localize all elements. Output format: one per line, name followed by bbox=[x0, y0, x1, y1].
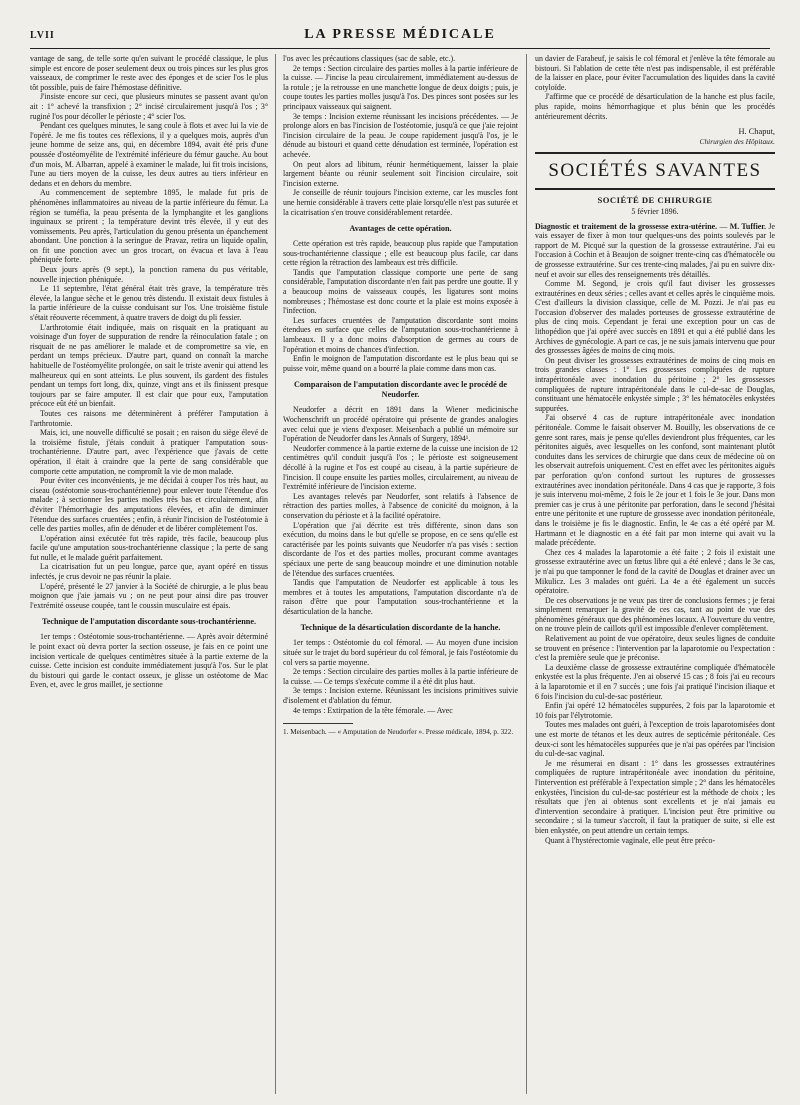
section-heading: Avantages de cette opération. bbox=[349, 224, 452, 234]
paragraph: Relativement au point de vue opératoire, deux seules lignes de conduite se trouvent en présence : l'intervention par la laparotomie ou l'expectation : c'est la première seule que je préconise. bbox=[535, 634, 775, 663]
paragraph: Je conseille de réunir toujours l'incision externe, car les muscles font une hernie considérable à travers cette plaie lorsqu'elle n'est pas suturée et la cicatrisation s'en trouve considérablement retardée. bbox=[283, 188, 518, 217]
page-number: LVII bbox=[30, 30, 55, 41]
paragraph: 4e temps : Extirpation de la tête fémorale. — Avec bbox=[293, 705, 453, 715]
paragraph: 2e temps : Section circulaire des parties molles à la partie inférieure de la cuisse. — Ce temps s'exécute comme il a été dit plus haut. bbox=[283, 667, 518, 686]
paragraph: J'ai observé 4 cas de rupture intrapéritonéale avec inondation péritonéale. Comme le faisait observer M. Bouilly, les observations de ce genre sont rares, mais je pense qu'elles deviendront plus fréquentes, car les péritonites aiguës, avec lesquelles on les confond, sont maintenant plutôt conduites dans les services de chirurgie que dans ceux de médecine où on les observait autrefois uniquement. C'est en effet avec les péritonites aiguës par perforation qu'on confond surtout les ruptures de grossesses extrautérines avec inondation péritonéale. Dans 4 cas que je rapporte, 3 fois je suis intervenu moi-même, 2 fois le 2e jour et 1 fois le 3e jour. Dans mon premier cas je crus à une péritonite par perforation, dans le second j'hésitai entre une péritonite et une rupture de grossesse avec inondation péritonéale, dans le troisième je fis le diagnostic. Enfin, le 4e cas a été opéré par M. Hartmann et le diagnostic en a été fait par mon interne qui avait vu la malade précédente. bbox=[535, 413, 775, 548]
paragraph: Quant à l'hystérectomie vaginale, elle peut être préco- bbox=[545, 835, 716, 845]
topic-paragraph: Diagnostic et traitement de la grossesse extra-utérine. — M. Tuffier. Je vais essayer de fixer à mon tour quelques-uns des points soulevés par le rapport de M. Picqué sur la question de la grossesse extrautérine. J'ai eu l'occasion à Cochin et à Beaujon de soigner trente-cinq cas d'hématocèle ou de grossesse extrautérine. Sur ces trente-cinq malades, j'ai pu en suivre dix-neuf et avoir sur elles des renseignements très détaillés. bbox=[535, 221, 775, 279]
section-heading: Technique de la désarticulation discordante de la hanche. bbox=[300, 623, 501, 633]
paragraph: 3e temps : Incision externe réunissant les incisions précédentes. — Je prolonge alors en bas l'incision de l'ostéotomie, jusqu'à ce que j'aie rejoint l'incision circulaire de la peau. Je coupe rapidement jusqu'à l'os, je le dénude au bistouri et quand cette dénudation est terminée, l'opération est achevée. bbox=[283, 111, 518, 159]
paragraph: La cicatrisation fut un peu longue, parce que, ayant opéré en tissus infectés, je crus devoir ne pas réunir la plaie. bbox=[30, 562, 268, 582]
paragraph: Enfin j'ai opéré 12 hématocèles suppurées, 2 fois par la laparotomie et 10 fois par l'élytrotomie. bbox=[535, 701, 775, 720]
header-rule bbox=[30, 48, 770, 49]
paragraph: On peut alors ad libitum, réunir hermétiquement, laisser la plaie largement béante ou réunir seulement soit l'incision circulaire, soit l'incision externe. bbox=[283, 159, 518, 188]
paragraph: l'os avec les précautions classiques (sac de sable, etc.). bbox=[283, 54, 456, 63]
footnote-rule bbox=[283, 723, 353, 724]
paragraph: un davier de Farabeuf, je saisis le col fémoral et j'enlève la tête fémorale au bistouri. Si l'ablation de cette tête n'est pas indispensable, il est préférable de la laisser en place, pour éviter l'accumulation des liquides dans la cavité cotyloïde. bbox=[535, 54, 775, 92]
section-heading: Technique de l'amputation discordante sous-trochantérienne. bbox=[41, 617, 257, 627]
paragraph: Comme M. Segond, je crois qu'il faut diviser les grossesses extrautérines en deux séries ; celles avant et celles après le cinquième mois. C'est d'ailleurs la division classique, celle de M. Pozzi. Je n'ai pas eu l'occasion d'observer des malades porteuses de grossesse extrautérine de plus de cinq mois. Cependant je ferai une exception pour un cas de lithopédion que j'ai opéré avec succès en 1891 et qui a été publié dans les Archives de gynécologie. A part ce cas, je ne suis jamais intervenu que pour des grossesses âgées de moins de cinq mois. bbox=[535, 279, 775, 356]
paragraph: J'insiste encore sur ceci, que plusieurs minutes se passent avant qu'on ait : 1° achevé la transfixion ; 2° incisé circulairement jusqu'à l'os ; 3° ruginé l'os pour décoller le périoste ; 4° scier l'os. bbox=[30, 92, 268, 121]
column-3 bbox=[535, 54, 775, 1094]
paragraph: J'affirme que ce procédé de désarticulation de la hanche est plus facile, plus rapide, moins hémorrhagique et plus bénin que les procédés antérieurement décrits. bbox=[535, 92, 775, 121]
society-name: SOCIÉTÉ DE CHIRURGIE bbox=[597, 195, 713, 206]
paragraph: L'opéré, présenté le 27 janvier à la Société de chirurgie, a le plus beau moignon que j'aie jamais vu ; on ne peut pour ainsi dire pas trouver l'extrémité osseuse coupée, tant le coussin musculaire est épais. bbox=[30, 581, 268, 610]
footnote: 1. Meisenbach. — « Amputation de Neudorfer ». Presse médicale, 1894, p. 322. bbox=[283, 728, 514, 737]
paragraph: Cette opération est très rapide, beaucoup plus rapide que l'amputation sous-trochantérienne classique ; elle est beaucoup plus facile, car dans cette région la rétraction des lambeaux est très difficile. bbox=[283, 239, 518, 268]
column-separator bbox=[526, 54, 527, 1094]
paragraph: La deuxième classe de grossesse extrautérine compliquée d'hématocèle enkystée est la plus fréquente. J'en ai observé 15 cas ; 8 fois j'ai eu recours à la laparotomie et il en 7 succès ; une fois j'ai pratiqué l'incision iliaque et 6 fois l'incision du cul-de-sac postérieur. bbox=[535, 662, 775, 701]
paragraph: Neudorfer a décrit en 1891 dans la Wiener medicinische Wochenschrift un procédé opératoire qui présente de grandes analogies avec celui que je viens d'exposer. Meisenbach a publié un mémoire sur l'opération de Neudorfer dans les Annals of Surgery, 1894¹. bbox=[283, 405, 518, 444]
paragraph: De ces observations je ne veux pas tirer de conclusions fermes ; je ferai simplement remarquer la gravité de ces cas, tant au point de vue des phénomènes généraux que des phénomènes locaux. A l'ouverture du ventre, on ne trouve plein de caillots qu'il est impossible d'enlever complètement. bbox=[535, 595, 775, 634]
page-header bbox=[30, 26, 770, 48]
paragraph: Les surfaces cruentées de l'amputation discordante sont moins étendues en surface que celles de l'amputation sous-trochantérienne à lambeaux. Il y a donc moins d'absorption de germes au cours de l'opération et moins de chances d'infection. bbox=[283, 315, 518, 354]
topic-title: Diagnostic et traitement de la grossesse extra-utérine. bbox=[535, 221, 718, 231]
paragraph: Deux jours après (9 sept.), la ponction ramena du pus véritable, nouvelle injection phéniquée. bbox=[30, 265, 268, 284]
journal-title: LA PRESSE MÉDICALE bbox=[304, 27, 496, 42]
section-title: SOCIÉTÉS SAVANTES bbox=[548, 160, 762, 182]
paragraph: vantage de sang, de telle sorte qu'en suivant le procédé classique, le plus simple est encore de poser seulement deux ou trois pinces sur les plus gros vaisseaux, de comprimer le reste avec des éponges et de scier l'os le plus tôt possible, puis de faire l'hémostase définitive. bbox=[30, 54, 268, 92]
paragraph: 2e temps : Section circulaire des parties molles à la partie inférieure de la cuisse. — J'incise la peau circulairement, immédiatement au-dessus de la rotule ; je la retrousse en une manchette longue de deux doigts ; puis, je coupe toutes les parties molles jusqu'à l'os. Des pinces sont posées sur les principaux vaisseaux qui saignent. bbox=[283, 63, 518, 111]
paragraph: L'opération ainsi exécutée fut très rapide, très facile, beaucoup plus facile qu'une amputation sous-trochantérienne classique ; la perte de sang fut nulle, et le malade guérit parfaitement. bbox=[30, 533, 268, 562]
topic-author: M. Tuffier. bbox=[729, 221, 767, 231]
paragraph: Neudorfer commence à la partie externe de la cuisse une incision de 12 centimètres qu'il conduit jusqu'à l'os ; le périoste est soigneusement décollé à la rugine et l'os est coupé au ciseau, à la partie supérieure de l'incision. Il coupe ensuite les parties molles, circulairement, au niveau de l'extrémité inférieure de l'incision externe. bbox=[283, 443, 518, 492]
paragraph: Pour éviter ces inconvénients, je me décidai à couper l'os très haut, au ciseau (ostéotomie sous-trochantérienne) pour enlever toute l'étendue d'os malade ; à sectionner les parties molles très bas et circulairement, afin d'éviter l'hémorrhagie des amputations élevées, et afin de diminuer l'étendue des surfaces cruentées ; enfin, à réunir l'incision de l'ostéotomie à celle des parties molles, afin de dénuder et de libérer complètement l'os. bbox=[30, 476, 268, 534]
author-name: H. Chaput, bbox=[738, 127, 775, 137]
paragraph: Tandis que l'amputation classique comporte une perte de sang considérable, l'amputation discordante n'en fait pas perdre une goutte. Il y a beaucoup moins de vaisseaux coupés, les ligatures sont moins nombreuses ; l'hémostase est donc courte et la plaie est moins exposée à l'infection. bbox=[283, 267, 518, 316]
session-date: 5 février 1896. bbox=[631, 206, 679, 216]
paragraph: Je vais essayer de fixer à mon tour quelques-uns des points soulevés par le rapport de M. Picqué sur la question de la grossesse extrautérine. J'ai eu l'occasion à Cochin et à Beaujon de soigner trente-cinq cas d'hématocèle ou de grossesse extrautérine. Sur ces trente-cinq malades, j'ai pu en suivre dix-neuf et avoir sur elles des renseignements très détaillés. bbox=[535, 221, 775, 279]
paragraph: Pendant ces quelques minutes, le sang coule à flots et avec lui la vie de l'opéré. Je me fis toutes ces réflexions, il y a quelques mois, auprès d'un jeune homme de seize ans, qui, en décembre 1894, avait été pris d'une poussée d'ostéomyélite de l'extrémité inférieure du fémur gauche. Au bout d'un mois, M. Albarran, appelé à examiner le malade, lui fit trois incisions, l'une au tiers moyen de la cuisse, les deux autres au tiers inférieur en dedans et en dehors du membre. bbox=[30, 121, 268, 188]
paragraph: Toutes ces raisons me déterminèrent à préférer l'amputation à l'arthrotomie. bbox=[30, 408, 268, 428]
paragraph: Toutes mes malades ont guéri, à l'exception de trois laparotomisées dont une est morte de tétanos et les deux autres de septicémie péritonéale. Ces deux-ci sont les hématocèles suppurées que je n'ai pas opérées par l'incision du cul-de-sac vaginal. bbox=[535, 720, 775, 759]
paragraph: Chez ces 4 malades la laparotomie a été faite ; 2 fois il existait une grossesse extrautérine avec un fœtus libre qui a été enlevé ; dans le 3e cas, je n'ai pu que tamponner le fond de la cavité de Douglas et drainer avec un Mikulicz. Les 3 malades ont guéri. La 4e a été également un succès opératoire. bbox=[535, 547, 775, 596]
paragraph: Au commencement de septembre 1895, le malade fut pris de phénomènes inflammatoires au niveau de la partie inférieure du fémur. La région se tuméfia, la peau présenta de la lymphangite et les ganglions inguinaux se prirent ; la température devint très élevée, il y eut des vomissements. Peu après, l'articulation du genou présenta un épanchement abondant. Une ponction à la seringue de Pravaz, retira un liquide opalin, on fit une ponction avec un gros trocart, on évacua et lava à l'eau phéniquée forte. bbox=[30, 188, 268, 265]
paragraph: Les avantages relevés par Neudorfer, sont relatifs à l'absence de rétraction des parties molles, à l'absence de conicité du moignon, à la conservation du périoste et à la facilité opératoire. bbox=[283, 491, 518, 520]
paragraph: Le 11 septembre, l'état général était très grave, la température très élevée, la langue sèche et le genou très distendu. Il existait deux fistules à la partie inférieure de la cuisse conduisant sur l'os. Une troisième fistule s'était réouverte récemment, à quatre travers de doigt du pli fessier. bbox=[30, 284, 268, 323]
paragraph: 3e temps : Incision externe. Réunissant les incisions primitives suivie d'isolement et d'ablation du fémur. bbox=[283, 686, 518, 706]
paragraph: Tandis que l'amputation de Neudorfer est applicable à tous les membres et à toutes les amputations, l'amputation discordante n'a de raison d'être que pour l'amputation sous-trochantérienne et la désarticulation de la hanche. bbox=[283, 578, 518, 616]
signature bbox=[535, 127, 775, 146]
section-rule bbox=[535, 152, 775, 154]
column-separator bbox=[275, 54, 276, 1094]
paragraph: On peut diviser les grossesses extrautérines de moins de cinq mois en trois grandes classes : 1° Les grossesses compliquées de rupture intrapéritonéale avec inondation du péritoine ; 2° les grossesses compliquées de rupture intrapéritonéale dans le cul-de-sac de Douglas, constituant une hématocèle enkystée simple ; 3° les hématocèles enkystées suppurées. bbox=[535, 355, 775, 413]
author-role: Chirurgien des Hôpitaux. bbox=[699, 136, 775, 146]
section-heading: Comparaison de l'amputation discordante avec le procédé de Neudorfer. bbox=[294, 380, 507, 400]
paragraph: 1er temps : Ostéotomie du col fémoral. — Au moyen d'une incision située sur le trajet du bord supérieur du col fémoral, je fais l'ostéotomie du col vers sa partie moyenne. bbox=[283, 638, 518, 667]
paragraph: 1er temps : Ostéotomie sous-trochantérienne. — Après avoir déterminé le point exact où devra porter la section osseuse, je fais en ce point une incision verticale de quelques centimètres située à la partie externe de la cuisse. Cette incision est conduite immédiatement jusqu'à l'os. Sur le plat du bistouri qui garde le contact osseux, je glisse un ostéotome de Mac Even, et, avec le gros maillet, je sectionne bbox=[30, 632, 268, 690]
column-1 bbox=[30, 54, 268, 1094]
paragraph: L'arthrotomie était indiquée, mais on risquait en la pratiquant au voisinage d'un foyer de suppuration de rendre la réinoculation fatale ; on risquait de ne pas améliorer le malade et de compromettre sa vie, en perdant un temps précieux. D'autre part, quand on connaît la marche habituelle de l'ostéomyélite prolongée, on sait le triste avenir qui attend les malheureux qui en sont atteints. Le plus souvent, ils gardent des fistules pendant un temps fort long, dix, quinze, vingt ans et ils finissent presque toujours par se faire amputer. Il est clair que pour eux, l'amputation précoce eût été un bienfait. bbox=[30, 322, 268, 409]
paragraph: Je me résumerai en disant : 1° dans les grossesses extrautérines compliquées de rupture intrapéritonéale avec inondation du péritoine, l'intervention est préférable à l'expectation simple ; 2° dans les hématocèles enkystées, l'incision du cul-de-sac postérieur est la méthode de choix ; les résultats que j'en ai obtenus sont excellents et je n'ai jamais eu d'intervention secondaire à pratiquer. L'incision peut être primitive ou secondaire ; si la tumeur s'accroît, il faut la pratiquer de suite, si elle est bien enkystée, on peut attendre un certain temps. bbox=[535, 758, 775, 835]
paragraph: Mais, ici, une nouvelle difficulté se posait ; en raison du siège élevé de la troisième fistule, j'étais conduit à pratiquer l'amputation sous-trochantérienne. D'autre part, avec l'expérience que j'avais de cette opération, il était à craindre que la perte de sang considérable que comporte cette amputation, ne compromît la vie de mon malade. bbox=[30, 428, 268, 476]
paragraph: Enfin le moignon de l'amputation discordante est le plus beau qui se puisse voir, même quand on a bourré la plaie comme dans mon cas. bbox=[283, 354, 518, 373]
column-2 bbox=[283, 54, 518, 1094]
paragraph: L'opération que j'ai décrite est très différente, sinon dans son exécution, du moins dans le but qu'elle se propose, en ce sens qu'elle est caractérisée par les points suivants que Neudorfer n'a pas visés : section discordante de l'os et des parties molles, procurant comme avantages spéciaux une perte de sang beaucoup moindre et une diminution notable de l'étendue des surfaces cruentées. bbox=[283, 520, 518, 578]
section-rule bbox=[535, 188, 775, 190]
